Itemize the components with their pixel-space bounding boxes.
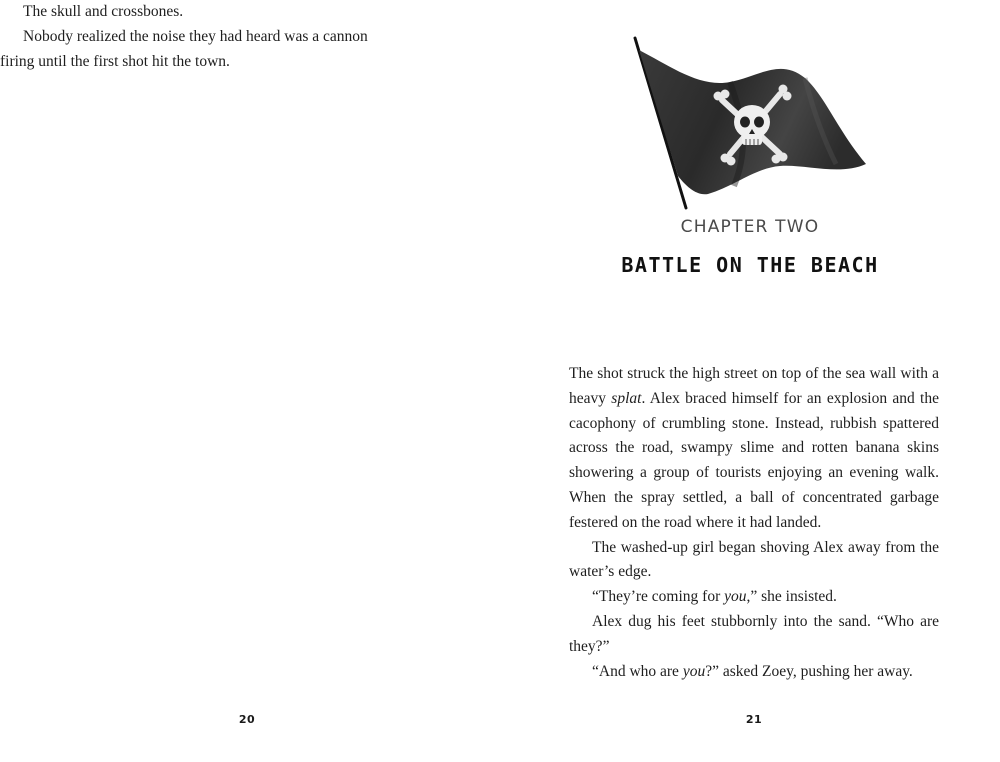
paragraph: “And who are you?” asked Zoey, pushing her away.	[592, 662, 913, 680]
pirate-flag-illustration	[630, 36, 870, 212]
page-number: 21	[745, 713, 763, 726]
paragraph: Alex dug his feet stubbornly into the sand. “Who are they?”	[569, 612, 939, 655]
paragraph: “They’re coming for you,” she insisted.	[592, 588, 837, 606]
paragraph: The washed-up girl began shoving Alex away from the water’s edge.	[569, 538, 939, 581]
paragraph: Nobody realized the noise they had heard was a cannon firing until the first shot hit the town.	[0, 27, 368, 70]
right-page	[500, 0, 1000, 762]
paragraph: The skull and crossbones.	[23, 3, 184, 20]
left-page-text	[0, 0, 372, 74]
paragraph: The shot struck the high street on top of the sea wall with a heavy splat. Alex braced himself for an explosion and the cacophony of crumbling stone. Instead, rubbish spattered across the road, swampy slime and rotten banana skins showering a group of tourists enjoying an evening walk. When the spray settled, a ball of concentrated garbage festered on the road where it had landed.	[569, 365, 939, 531]
right-page-text	[569, 362, 939, 684]
pirate-flag-icon	[630, 36, 870, 212]
chapter-number: CHAPTER TWO	[680, 217, 820, 237]
chapter-title: BATTLE ON THE BEACH	[621, 253, 879, 277]
page-number: 20	[238, 713, 256, 726]
